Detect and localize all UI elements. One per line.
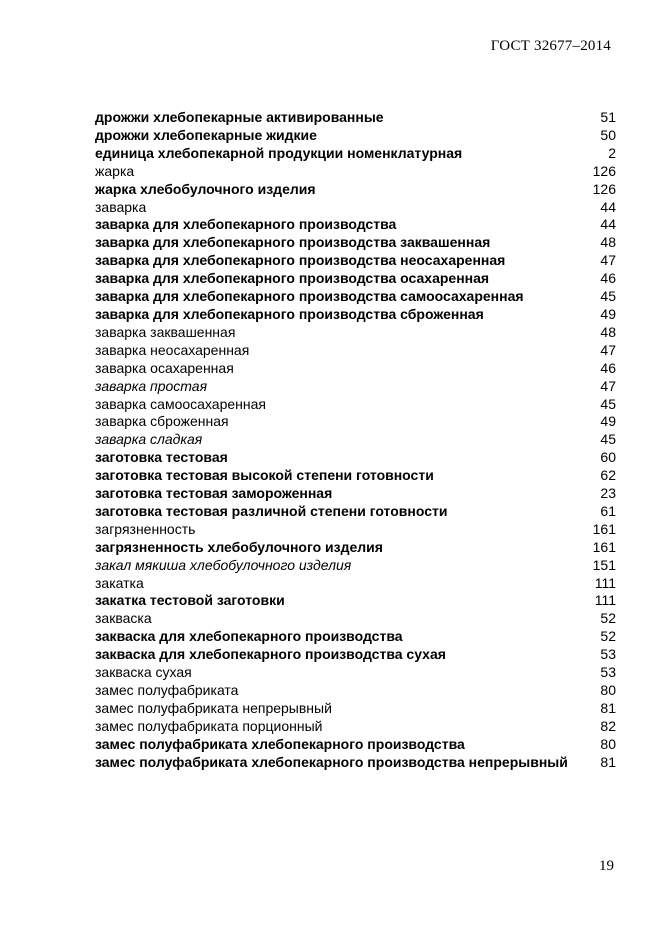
- index-term: заготовка тестовая: [95, 449, 228, 466]
- index-entry: [95, 252, 616, 270]
- index-page-ref: 61: [600, 502, 616, 519]
- index-page-ref: 45: [600, 431, 616, 448]
- index-page-ref: 51: [600, 109, 616, 125]
- index-page-ref: 49: [600, 305, 616, 322]
- index-page-ref: 126: [592, 180, 616, 197]
- index-term: заварка сладкая: [95, 431, 203, 448]
- index-term: заварка для хлебопекарного производства самоосахаренная: [95, 288, 524, 305]
- index-entry: [95, 127, 616, 145]
- index-term: заварка сброженная: [95, 413, 229, 430]
- index-entry: [95, 503, 616, 521]
- index-entry: [95, 342, 616, 360]
- index-entry: [95, 539, 616, 557]
- index-term: закал мякиша хлебобулочного изделия: [95, 556, 352, 573]
- index-page-ref: 81: [600, 699, 616, 716]
- index-page-ref: 47: [600, 341, 616, 358]
- index-term: заварка для хлебопекарного производства сброженная: [95, 305, 484, 322]
- index-term: заварка осахаренная: [95, 359, 234, 376]
- index-page-ref: 49: [600, 413, 616, 430]
- index-page-ref: 81: [600, 753, 616, 770]
- index-entry: [95, 145, 616, 163]
- index-term: заготовка тестовая замороженная: [95, 485, 333, 502]
- index-page-ref: 161: [592, 538, 616, 555]
- index-term: заварка для хлебопекарного производства: [95, 216, 397, 233]
- index-page-ref: 47: [600, 252, 616, 269]
- index-page-ref: 53: [600, 664, 616, 681]
- index-term: заварка простая: [95, 377, 208, 394]
- index-page-ref: 44: [600, 198, 616, 215]
- index-page-ref: 161: [592, 520, 616, 537]
- index-term: замес полуфабриката хлебопекарного производства: [95, 735, 465, 752]
- index-entry: [95, 521, 616, 539]
- index-entry: [95, 181, 616, 199]
- index-page-ref: 2: [608, 144, 616, 161]
- index-entry: [95, 646, 616, 664]
- index-entry: [95, 467, 616, 485]
- index-term: заварка для хлебопекарного производства заквашенная: [95, 234, 491, 251]
- index-page-ref: 82: [600, 717, 616, 734]
- index-page-ref: 52: [600, 610, 616, 627]
- index-page-ref: 126: [592, 162, 616, 179]
- index-term: закваска для хлебопекарного производства сухая: [95, 646, 446, 663]
- index-page-ref: 47: [600, 377, 616, 394]
- index-entry: [95, 557, 616, 575]
- index-page-ref: 48: [600, 234, 616, 251]
- index-term: заварка неосахаренная: [95, 341, 250, 358]
- index-entry: [95, 306, 616, 324]
- index-term: жарка: [95, 162, 135, 179]
- index-entry: [95, 449, 616, 467]
- index-entry: [95, 109, 616, 127]
- index-entry: [95, 288, 616, 306]
- index-entry: [95, 628, 616, 646]
- index-entry: [95, 378, 616, 396]
- index-term: заварка: [95, 198, 147, 215]
- index-term: загрязненность хлебобулочного изделия: [95, 538, 383, 555]
- index-page-ref: 111: [594, 592, 616, 609]
- index-page-ref: 45: [600, 395, 616, 412]
- page-number: 19: [599, 858, 614, 874]
- index-page-ref: 23: [600, 485, 616, 502]
- index-term: загрязненность: [95, 520, 196, 537]
- index-term: заварка для хлебопекарного производства осахаренная: [95, 270, 490, 287]
- index-page-ref: 44: [600, 216, 616, 233]
- index-entry: [95, 575, 616, 593]
- index-page-ref: 80: [600, 735, 616, 752]
- index-entry: [95, 610, 616, 628]
- index-term: закваска: [95, 610, 152, 627]
- index-page-ref: 46: [600, 270, 616, 287]
- index-entry: [95, 718, 616, 736]
- index-term: замес полуфабриката хлебопекарного производства непрерывный: [95, 753, 568, 770]
- index-page-ref: 80: [600, 682, 616, 698]
- index-term: дрожжи хлебопекарные жидкие: [95, 126, 317, 143]
- index-entry: [95, 592, 616, 610]
- index-entry: [95, 664, 616, 682]
- index-entry: [95, 199, 616, 217]
- index-page-ref: 151: [592, 556, 616, 573]
- index-entry: [95, 396, 616, 414]
- index-entry: [95, 360, 616, 378]
- index-entry: [95, 754, 616, 772]
- index-term: закатка тестовой заготовки: [95, 592, 285, 609]
- index-term: единица хлебопекарной продукции номенклатурная: [95, 144, 463, 161]
- index-entry: [95, 736, 616, 754]
- index-page-ref: 46: [600, 359, 616, 376]
- index-page-ref: 45: [600, 288, 616, 305]
- index-term: закваска сухая: [95, 664, 192, 681]
- index-term: замес полуфабриката непрерывный: [95, 699, 332, 716]
- document-header: ГОСТ 32677–2014: [490, 38, 611, 54]
- index-page-ref: 60: [600, 449, 616, 466]
- index-entry: [95, 413, 616, 431]
- index-entry: [95, 163, 616, 181]
- index-term: заготовка тестовая высокой степени готовности: [95, 467, 434, 484]
- index-page-ref: 48: [600, 323, 616, 340]
- index-term: замес полуфабриката порционный: [95, 717, 323, 734]
- index-entry: [95, 485, 616, 503]
- index-term: закваска для хлебопекарного производства: [95, 628, 403, 645]
- index-term: жарка хлебобулочного изделия: [95, 180, 316, 197]
- index-entry: [95, 700, 616, 718]
- index-entry: [95, 216, 616, 234]
- index-entry: [95, 270, 616, 288]
- index-page-ref: 111: [594, 574, 616, 591]
- alphabetical-index: [95, 109, 616, 772]
- index-page-ref: 52: [600, 628, 616, 645]
- index-term: замес полуфабриката: [95, 682, 239, 698]
- index-term: дрожжи хлебопекарные активированные: [95, 109, 384, 125]
- index-page-ref: 50: [600, 126, 616, 143]
- index-entry: [95, 682, 616, 700]
- index-entry: [95, 234, 616, 252]
- index-term: закатка: [95, 574, 144, 591]
- index-term: заварка для хлебопекарного производства неосахаренная: [95, 252, 506, 269]
- index-term: заготовка тестовая различной степени готовности: [95, 502, 448, 519]
- index-term: заварка заквашенная: [95, 323, 236, 340]
- index-page-ref: 53: [600, 646, 616, 663]
- index-entry: [95, 324, 616, 342]
- index-entry: [95, 431, 616, 449]
- index-page-ref: 62: [600, 467, 616, 484]
- index-term: заварка самоосахаренная: [95, 395, 266, 412]
